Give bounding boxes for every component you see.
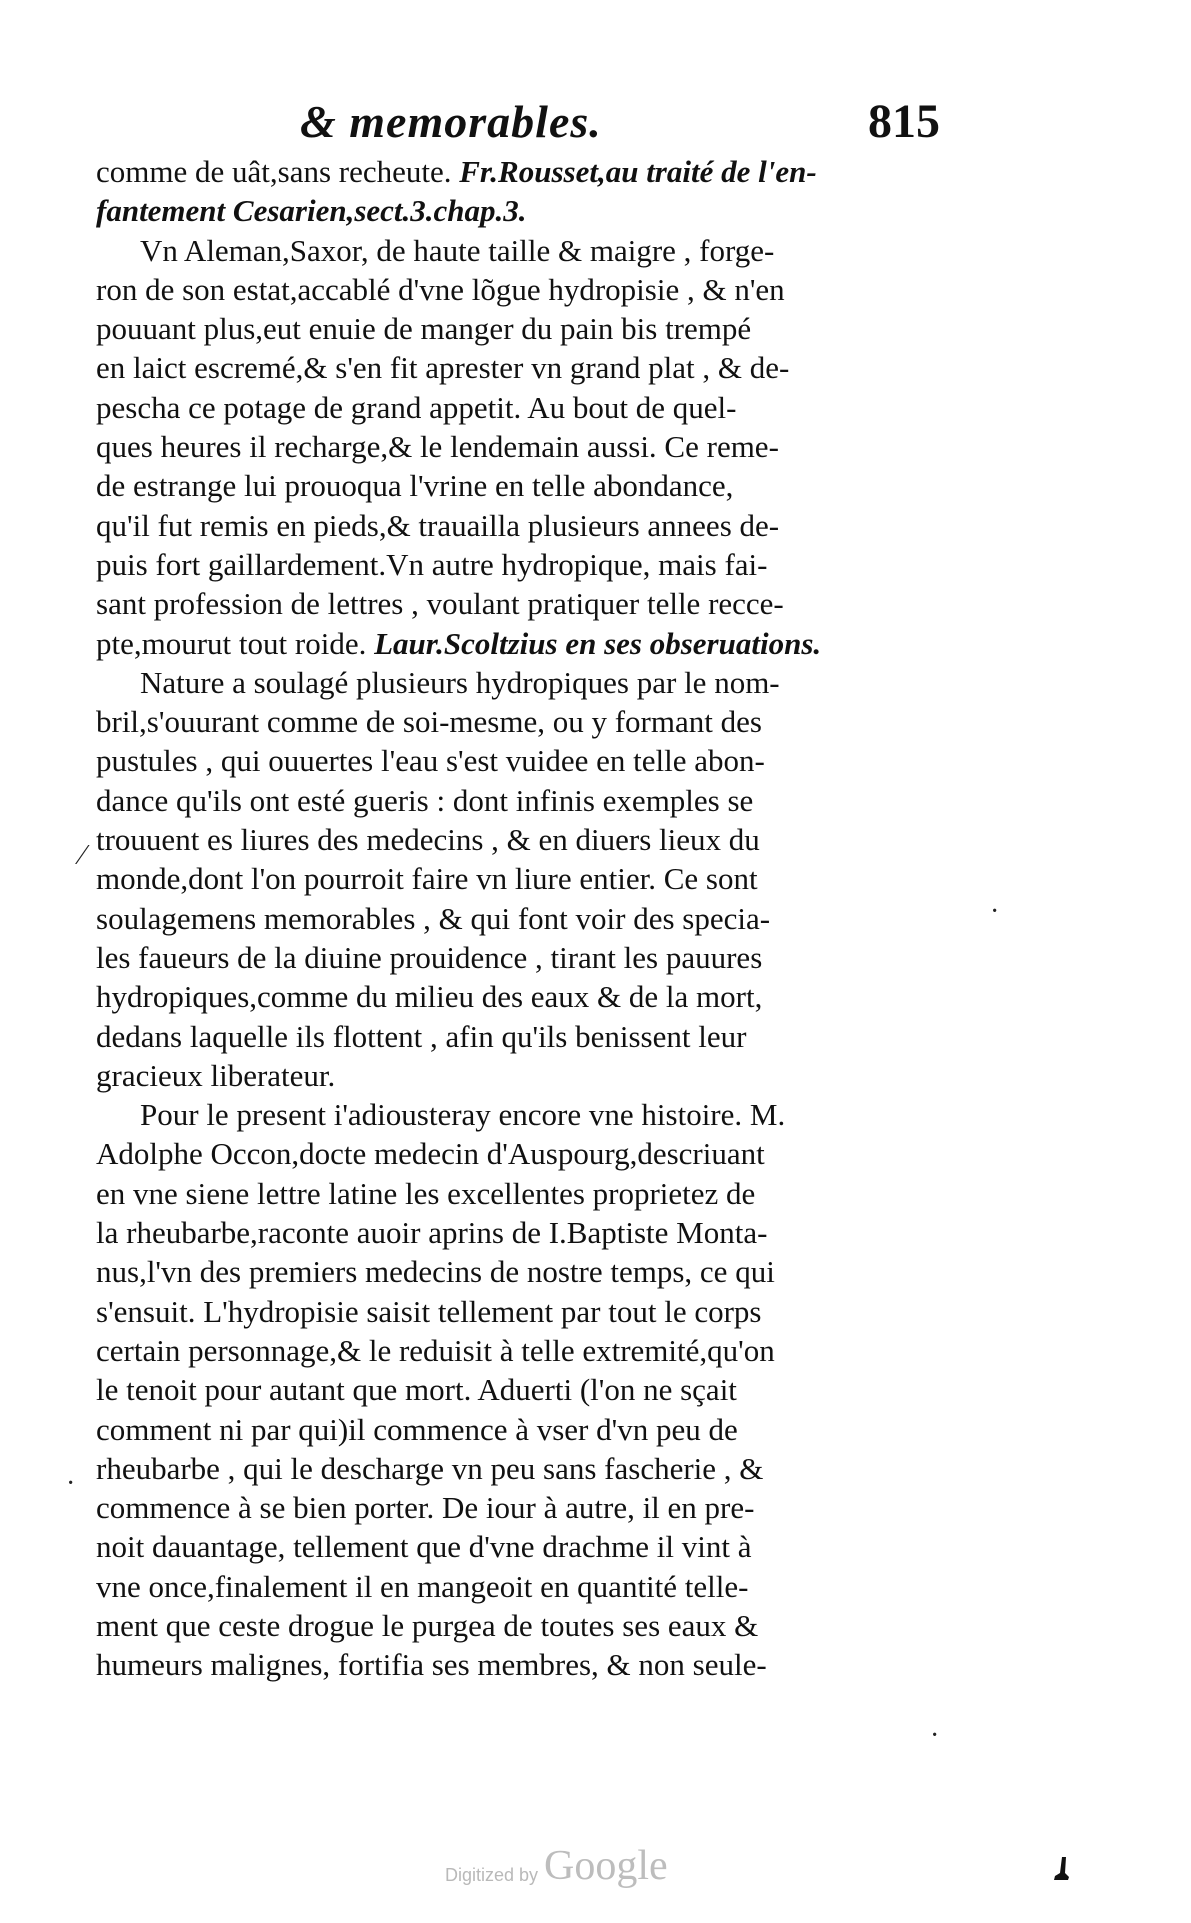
text-line xyxy=(96,309,946,348)
text-line-roman: le tenoit pour autant que mort. Aduerti (l'on ne sçait xyxy=(96,1372,737,1408)
text-line xyxy=(96,1606,946,1645)
text-line-roman: trouuent es liures des medecins , & en diuers lieux du xyxy=(96,822,760,858)
corner-ink-mark xyxy=(1052,1855,1070,1881)
text-line xyxy=(96,348,946,387)
text-line-roman: la rheubarbe,raconte auoir aprins de I.Baptiste Monta- xyxy=(96,1215,768,1251)
text-line xyxy=(96,1488,946,1527)
body-text xyxy=(96,152,946,1685)
text-line xyxy=(96,1017,946,1056)
text-line xyxy=(96,1370,946,1409)
text-line xyxy=(96,820,946,859)
text-line-roman: en vne siene lettre latine les excellentes proprietez de xyxy=(96,1175,756,1211)
text-line-citation: fantement Cesarien,sect.3.chap.3. xyxy=(96,193,527,229)
text-line-roman: Vn Aleman,Saxor, de haute taille & maigre , forge- xyxy=(140,232,775,268)
text-line-roman: sant profession de lettres , voulant pratiquer telle recce- xyxy=(96,586,784,622)
text-line xyxy=(96,1292,946,1331)
text-line-roman: comme de uât,sans recheute. xyxy=(96,154,460,189)
digitized-label: Digitized by xyxy=(445,1865,539,1885)
digitized-by-google-watermark xyxy=(445,1838,668,1888)
text-line xyxy=(96,624,946,663)
text-line xyxy=(96,231,946,270)
text-line-roman: qu'il fut remis en pieds,& trauailla plusieurs annees de- xyxy=(96,507,780,543)
text-line xyxy=(96,899,946,938)
text-line-roman: de estrange lui prouoqua l'vrine en telle abondance, xyxy=(96,468,734,504)
text-line xyxy=(96,1567,946,1606)
text-line xyxy=(96,1527,946,1566)
text-line xyxy=(96,152,946,191)
text-line-citation: Fr.Rousset,au traité de l'en- xyxy=(459,154,817,189)
text-line-roman: Adolphe Occon,docte medecin d'Auspourg,descriuant xyxy=(96,1136,765,1172)
text-line xyxy=(96,1410,946,1449)
text-line-roman: hydropiques,comme du milieu des eaux & de la mort, xyxy=(96,979,763,1015)
text-line xyxy=(96,427,946,466)
margin-mark: · xyxy=(930,1720,940,1751)
text-line-roman: dance qu'ils ont esté gueris : dont infinis exemples se xyxy=(96,782,754,818)
running-title: & memorables. xyxy=(300,96,602,147)
text-line-roman: Nature a soulagé plusieurs hydropiques par le nom- xyxy=(140,664,780,700)
margin-mark: · xyxy=(990,896,1000,927)
text-line-roman: soulagemens memorables , & qui font voir des specia- xyxy=(96,900,771,936)
text-line-roman: pte,mourut tout roide. xyxy=(96,625,375,661)
text-line-roman: rheubarbe , qui le descharge vn peu sans fascherie , & xyxy=(96,1450,764,1486)
margin-mark: · xyxy=(66,1468,76,1499)
text-line xyxy=(96,1331,946,1370)
text-line-roman: puis fort gaillardement.Vn autre hydropique, mais fai- xyxy=(96,546,768,582)
text-line xyxy=(96,584,946,623)
text-line-roman: pescha ce potage de grand appetit. Au bout de quel- xyxy=(96,389,737,425)
text-line xyxy=(96,1645,946,1684)
text-line-roman: dedans laquelle ils flottent , afin qu'ils benissent leur xyxy=(96,1018,747,1054)
text-line-roman: pouuant plus,eut enuie de manger du pain bis trempé xyxy=(96,311,752,347)
page-header xyxy=(300,92,940,152)
page-number: 815 xyxy=(868,95,940,148)
text-line-roman: gracieux liberateur. xyxy=(96,1057,336,1093)
text-line xyxy=(96,1449,946,1488)
text-line xyxy=(96,938,946,977)
text-line xyxy=(96,1213,946,1252)
text-line xyxy=(96,388,946,427)
text-line-citation: Laur.Scoltzius en ses obseruations. xyxy=(374,625,822,661)
text-line-roman: ment que ceste drogue le purgea de toutes ses eaux & xyxy=(96,1607,759,1643)
google-label: Google xyxy=(544,1843,668,1889)
text-line xyxy=(96,741,946,780)
text-line-roman: en laict escremé,& s'en fit aprester vn grand plat , & de- xyxy=(96,350,790,386)
text-line-roman: comment ni par qui)il commence à vser d'vn peu de xyxy=(96,1411,738,1447)
text-line xyxy=(96,1095,946,1134)
text-line xyxy=(96,466,946,505)
text-line xyxy=(96,1174,946,1213)
text-line-roman: pustules , qui ouuertes l'eau s'est vuidee en telle abon- xyxy=(96,743,765,779)
text-line-roman: vne once,finalement il en mangeoit en quantité telle- xyxy=(96,1568,749,1604)
text-line-roman: ron de son estat,accablé d'vne lõgue hydropisie , & n'en xyxy=(96,271,785,307)
text-line xyxy=(96,663,946,702)
text-line-roman: noit dauantage, tellement que d'vne drachme il vint à xyxy=(96,1529,752,1565)
text-line xyxy=(96,191,946,230)
text-line xyxy=(96,977,946,1016)
text-line xyxy=(96,859,946,898)
text-line xyxy=(96,1134,946,1173)
text-line-roman: humeurs malignes, fortifia ses membres, & non seule- xyxy=(96,1647,767,1683)
text-line xyxy=(96,545,946,584)
text-line xyxy=(96,702,946,741)
text-line xyxy=(96,270,946,309)
text-line-roman: monde,dont l'on pourroit faire vn liure entier. Ce sont xyxy=(96,861,758,897)
margin-mark: ⁄ xyxy=(80,840,85,871)
text-line-roman: les faueurs de la diuine prouidence , tirant les pauures xyxy=(96,939,763,975)
text-line xyxy=(96,781,946,820)
text-line xyxy=(96,1252,946,1291)
text-line xyxy=(96,506,946,545)
text-line-roman: Pour le present i'adiousteray encore vne histoire. M. xyxy=(140,1097,786,1133)
text-line-roman: nus,l'vn des premiers medecins de nostre temps, ce qui xyxy=(96,1254,775,1290)
text-line-roman: ques heures il recharge,& le lendemain aussi. Ce reme- xyxy=(96,429,779,465)
text-line-roman: s'ensuit. L'hydropisie saisit tellement par tout le corps xyxy=(96,1293,762,1329)
text-line-roman: bril,s'ouurant comme de soi-mesme, ou y formant des xyxy=(96,704,762,740)
text-line xyxy=(96,1056,946,1095)
text-line-roman: commence à se bien porter. De iour à autre, il en pre- xyxy=(96,1490,755,1526)
text-line-roman: certain personnage,& le reduisit à telle extremité,qu'on xyxy=(96,1332,775,1368)
